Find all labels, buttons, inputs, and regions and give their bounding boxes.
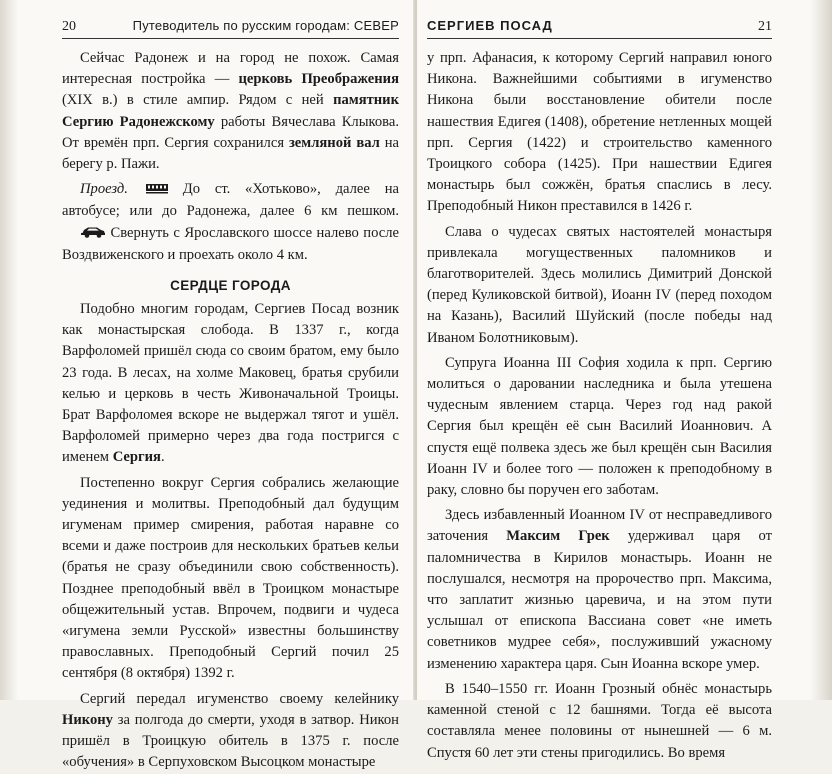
- paragraph-history: Подобно многим городам, Сергиев Посад возник как монастырская слобода. В 1337 г., когда Варфоломей пришёл сюда со своим братом, ему было 23 года. В лесах, на холме Маковец, братья срубили келью и церковь в честь Живоначальной Троицы. Брат Варфоломея вскоре не выдержал тягот и ушёл. Варфоломей примерно через два года постригся с именем Сергия.: [62, 301, 399, 466]
- paragraph-nikon: Сергий передал игуменство своему келейнику Никону за полгода до смерти, уходя в затвор. Никон пришёл в Троицкую обитель в 1375 г. после «обучения» в Серпуховском Высоцком монастыре: [62, 690, 399, 771]
- highlight-maxim: Максим Грек: [506, 528, 610, 545]
- highlight-church: церковь Преображения: [238, 71, 399, 88]
- train-icon: [128, 180, 168, 201]
- paragraph-nikon-continued: у прп. Афанасия, к которому Сергий направил юного Никона. Важнейшими событиями в игуменство Никона были восстановление обители после нашествия Едигея (1408), обретение нетленных мощей прп. Сергия (1422) и строительство каменного Троицкого собора (1425). При нашествии Едигея монастырь был сожжён, братья спаслись в лесу. Преподобный Никон преставился в 1426 г.: [427, 50, 772, 215]
- paragraph-walls: В 1540–1550 гг. Иоанн Грозный обнёс монастырь каменной стеной с 12 башнями. Тогда её высота составляла менее половины от нынешней — 6 м. Спустя 60 лет эти стены пригодились. Во время: [427, 680, 772, 761]
- left-page: [0, 0, 415, 771]
- highlight-rampart: земляной вал: [288, 134, 380, 151]
- left-page-header: [62, 18, 399, 39]
- paragraph-monastery: Постепенно вокруг Сергия собрались желающие уединения и молитвы. Преподобный дал будущим игуменам пример смирения, работая наравне со всеми и даже построив для нескольких братьев кельи (братья не сразу объединили свою собственность). Позднее преподобный ввёл в Троицком монастыре общежительный устав. Впрочем, подвиги и чудеса «игумена земли Русской» известны большинству православных. Преподобный Сергий почил 25 сентября (8 октября) 1392 г.: [62, 474, 399, 682]
- paragraph-radonezh: Сейчас Радонеж и на город не похож. Самая интересная постройка — церковь Преображения (XIX в.) в стиле ампир. Рядом с ней памятник Сергию Радонежскому работы Вячеслава Клыкова. От времён прп. Сергия сохранился земляной вал на берегу р. Пажи.: [62, 50, 399, 173]
- right-page: [417, 0, 832, 761]
- paragraph-sophia: Супруга Иоанна III София ходила к прп. Сергию молиться о даровании наследника и была утешена чудесным явлением старца. Через год над ракой Сергия был крещён её сын Василий Иоаннович. А спустя ещё полвека здесь же был крещён сын Василия Иоанн IV и более того — положен к преподобному в раку, словно бы поручен его заботам.: [427, 354, 772, 499]
- car-icon: [62, 224, 106, 245]
- paragraph-directions: Проезд. До ст. «Хотьково», далее на автобусе; или до Радонежа, далее 6 км пешком. Свернуть с Ярославского шоссе налево после Воздвиженского и проехать около 4 км.: [62, 181, 399, 263]
- page-number-left: 20: [62, 19, 76, 34]
- highlight-sergius: Сергия: [112, 449, 161, 466]
- highlight-monument: памятник Сергию Радонежскому: [62, 92, 399, 130]
- directions-label: Проезд.: [80, 181, 128, 198]
- running-head-left: Путеводитель по русским городам: СЕВЕР: [132, 18, 399, 33]
- highlight-nikon: Никону: [62, 711, 113, 728]
- running-head-right: СЕРГИЕВ ПОСАД: [427, 18, 553, 33]
- right-page-header: [427, 18, 772, 39]
- page-number-right: 21: [758, 19, 772, 34]
- paragraph-pilgrims: Слава о чудесах святых настоятелей монастыря привлекала могущественных паломников и благотворителей. Здесь молились Димитрий Донской (перед Куликовской битвой), Иоанн IV (перед походом на Казань), Василий Шуйский (после победы над Иваном Болотниковым).: [427, 223, 772, 346]
- section-heading: СЕРДЦЕ ГОРОДА: [170, 278, 291, 294]
- paragraph-maxim: Здесь избавленный Иоанном IV от несправедливого заточения Максим Грек удерживал царя от паломничества в Кирилов монастырь. Иоанн не послушался, несмотря на пророчество прп. Максима, что заплатит жизнью царевича, и на этом пути услышал от епископа Вассиана совет «не иметь советников мудрее себя», послуживший ужасному изменению характера царя. Сын Иоанна вскоре умер.: [427, 507, 772, 672]
